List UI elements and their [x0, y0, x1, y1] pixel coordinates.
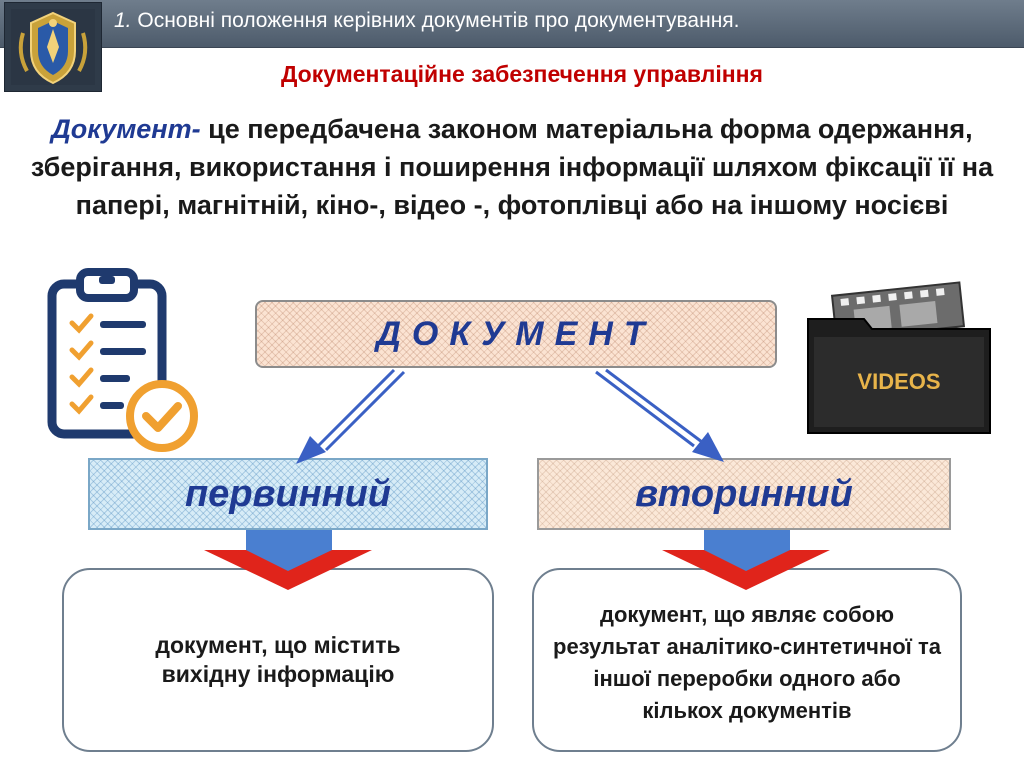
header-title-text: Основні положення керівних документів про документування.	[137, 9, 740, 32]
document-root-label: ДОКУМЕНТ	[376, 314, 656, 353]
videos-label: VIDEOS	[857, 369, 941, 394]
primary-description-text: документ, що містить вихідну інформацію	[155, 632, 401, 687]
down-arrow-primary	[204, 530, 372, 590]
arrow-to-primary-head	[296, 436, 326, 464]
definition-text: це передбачена законом матеріальна форма одержання, зберігання, використання і поширення інформації шляхом фіксації її на папері, магнітній, кіно-, відео -, фотоплівці або на іншому носієві	[30, 114, 994, 220]
secondary-description-text: документ, що являє собою результат аналітико-синтетичної та іншої переробки одного або кількох документів	[553, 602, 941, 723]
down-arrow-secondary	[662, 530, 830, 590]
arrow-to-primary	[318, 370, 404, 450]
secondary-document-label: вторинний	[635, 472, 853, 515]
arrow-to-secondary	[596, 370, 702, 446]
definition-term: Документ-	[51, 114, 201, 144]
header-number: 1.	[114, 9, 132, 32]
primary-document-label: первинний	[184, 472, 392, 515]
page-subtitle: Документаційне забезпечення управління	[281, 61, 763, 87]
